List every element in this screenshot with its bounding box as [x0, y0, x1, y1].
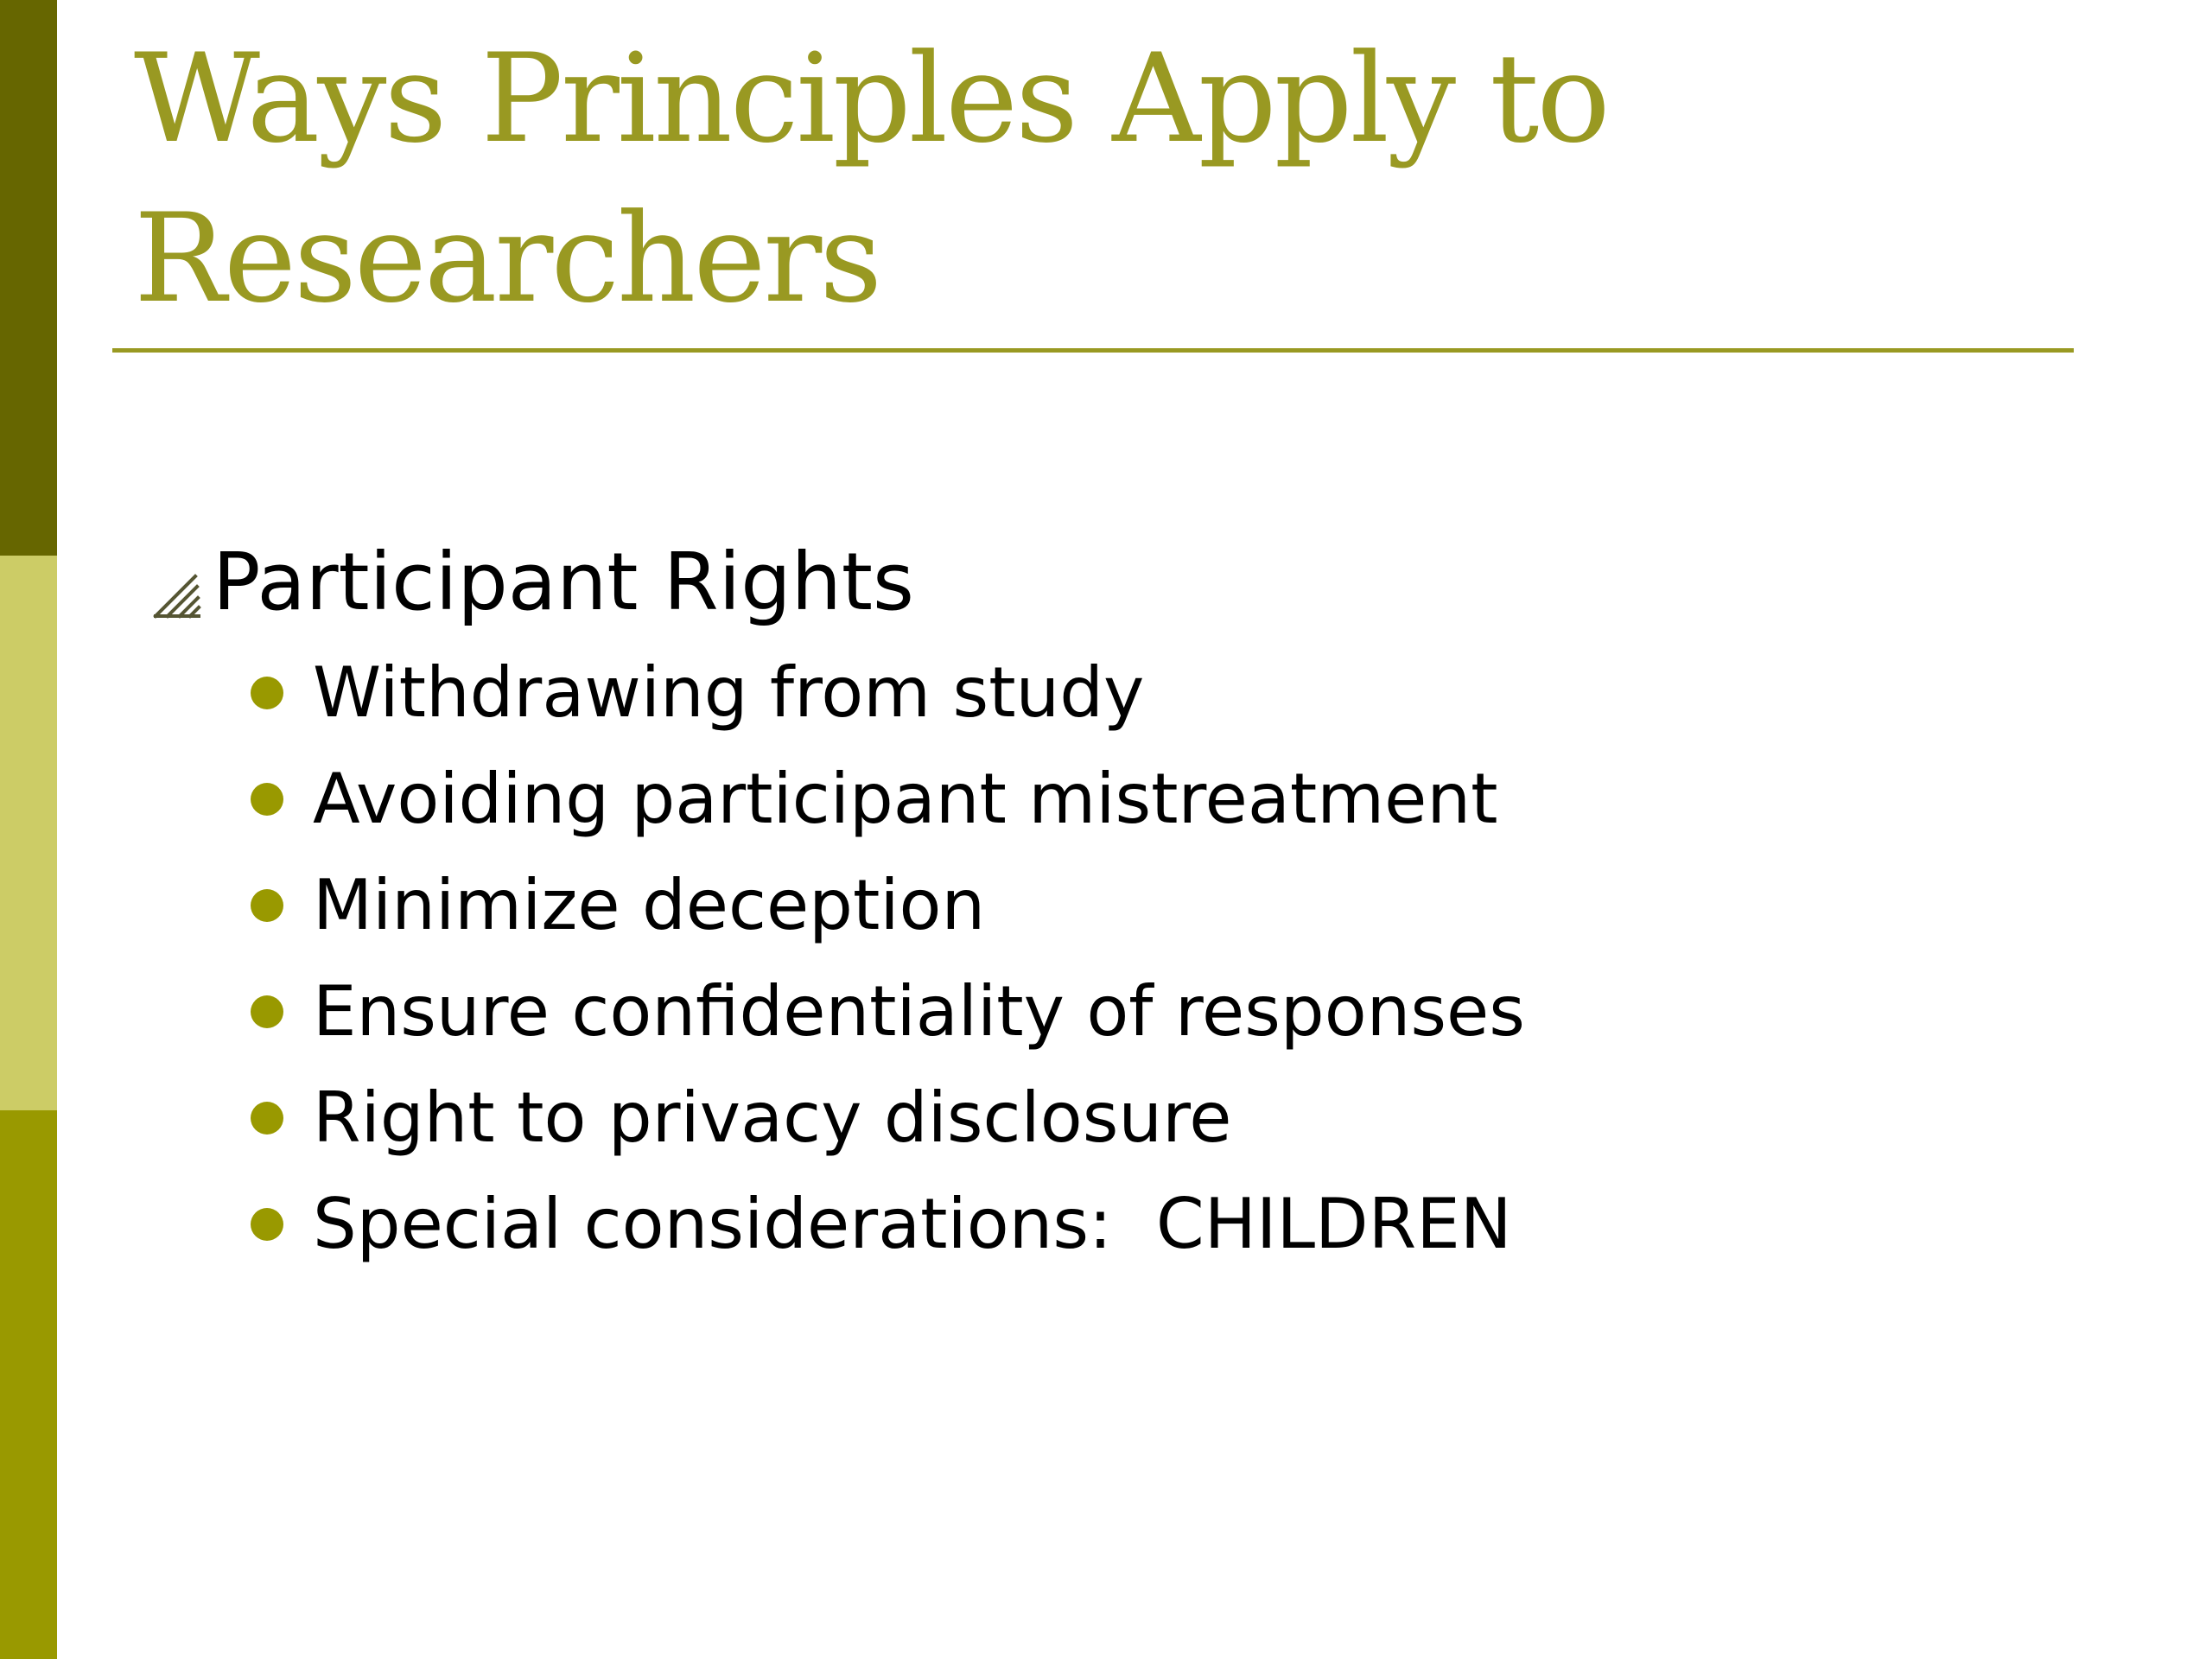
side-bar-bottom: [0, 1110, 57, 1659]
list-item-label: Special considerations: CHILDREN: [313, 1184, 1512, 1264]
slide-title-line-1: Ways Principles Apply to: [134, 28, 1608, 170]
sub-bullet-list: [251, 639, 1525, 1277]
side-bar-middle: [0, 556, 57, 1110]
side-bar-top: [0, 0, 57, 556]
bullet-dot-icon: [251, 783, 283, 816]
list-item-label: Withdrawing from study: [313, 652, 1145, 733]
list-item-label: Avoiding participant mistreatment: [313, 759, 1498, 839]
slide-title: [134, 19, 2035, 339]
bullet-dot-icon: [251, 1102, 283, 1135]
list-item: [251, 852, 1525, 958]
bullet-dot-icon: [251, 1208, 283, 1241]
list-item: [251, 1171, 1525, 1277]
bullet-dot-icon: [251, 995, 283, 1028]
list-item: [251, 639, 1525, 746]
main-bullet: [152, 525, 914, 638]
list-item: [251, 746, 1525, 852]
main-bullet-label: Participant Rights: [213, 535, 914, 628]
bullet-dot-icon: [251, 677, 283, 709]
list-item-label: Right to privacy disclosure: [313, 1077, 1232, 1158]
list-item-label: Ensure confidentiality of responses: [313, 971, 1525, 1052]
list-item: [251, 958, 1525, 1065]
slide-title-line-2: Researchers: [134, 188, 880, 330]
list-item-label: Minimize deception: [313, 865, 986, 945]
list-item: [251, 1065, 1525, 1171]
title-underline: [112, 348, 2074, 353]
bullet-dot-icon: [251, 889, 283, 922]
hatched-triangle-icon: [152, 569, 202, 620]
